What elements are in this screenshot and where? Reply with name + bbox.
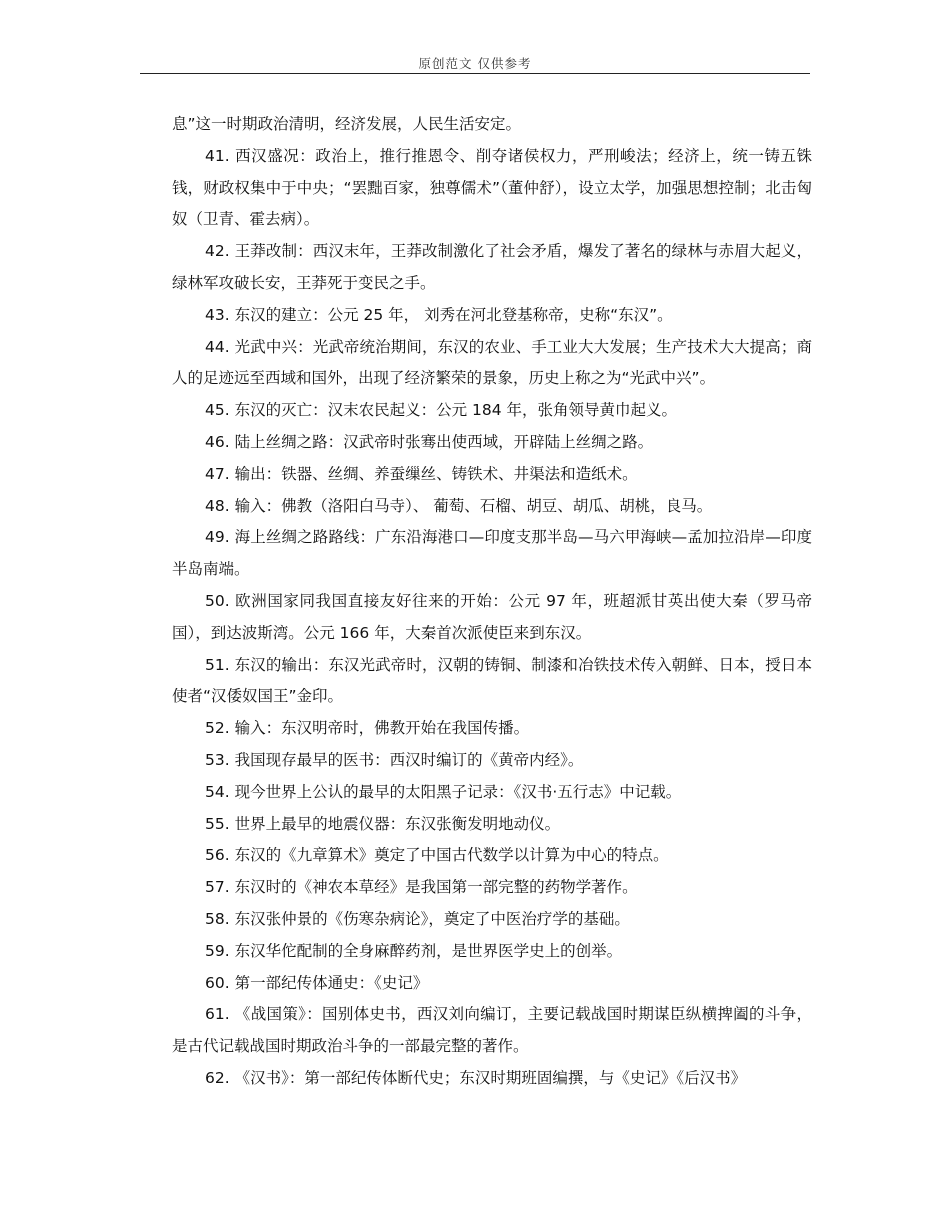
- paragraph: 62. 《汉书》：第一部纪传体断代史；东汉时期班固编撰，与《史记》《后汉书》: [205, 1068, 747, 1087]
- paragraph: 61. 《战国策》：国别体史书，西汉刘向编订，主要记载战国时期谋臣纵横捭阖的斗争，是古代记载战国时期政治斗争的一部最完整的著作。: [172, 1005, 812, 1056]
- paragraph: 53. 我国现存最早的医书：西汉时编订的《黄帝内经》。: [205, 750, 584, 769]
- paragraph: 41. 西汉盛况：政治上，推行推恩令、削夺诸侯权力，严刑峻法；经济上，统一铸五铢钱，财政权集中于中央；“罢黜百家，独尊儒术”（董仲舒），设立太学，加强思想控制；北击匈奴（卫青、霍去病）。: [172, 146, 812, 229]
- paragraph: 57. 东汉时的《神农本草经》是我国第一部完整的药物学著作。: [205, 878, 638, 897]
- paragraph: 52. 输入：东汉明帝时，佛教开始在我国传播。: [205, 719, 530, 738]
- paragraph: 54. 现今世界上公认的最早的太阳黑子记录：《汉书·五行志》中记载。: [205, 782, 682, 801]
- paragraph: 59. 东汉华佗配制的全身麻醉药剂，是世界医学史上的创举。: [205, 941, 623, 960]
- page-header: 原创范文 仅供参考: [418, 56, 532, 71]
- paragraph: 44. 光武中兴：光武帝统治期间，东汉的农业、手工业大大发展；生产技术大大提高；商人的足迹远至西域和国外，出现了经济繁荣的景象，历史上称之为“光武中兴”。: [172, 337, 812, 388]
- paragraph: 42. 王莽改制：西汉末年，王莽改制激化了社会矛盾，爆发了著名的绿林与赤眉大起义，绿林军攻破长安，王莽死于变民之手。: [172, 242, 812, 292]
- paragraph: 51. 东汉的输出：东汉光武帝时，汉朝的铸铜、制漆和冶铁技术传入朝鲜、日本，授日本使者“汉倭奴国王”金印。: [172, 655, 812, 706]
- document-body: [172, 109, 812, 1095]
- paragraph: 48. 输入：佛教（洛阳白马寺）、 葡萄、石榴、胡豆、胡瓜、胡桃，良马。: [205, 496, 713, 515]
- paragraph: 58. 东汉张仲景的《伤寒杂病论》，奠定了中医治疗学的基础。: [205, 909, 630, 928]
- paragraph: 60. 第一部纪传体通史：《史记》: [205, 973, 429, 992]
- paragraph: 55. 世界上最早的地震仪器：东汉张衡发明地动仪。: [205, 814, 561, 833]
- paragraph: 47. 输出：铁器、丝绸、养蚕缫丝、铸铁术、井渠法和造纸术。: [205, 464, 638, 483]
- paragraph: 息”这一时期政治清明，经济发展，人民生活安定。: [172, 115, 522, 133]
- paragraph: 46. 陆上丝绸之路：汉武帝时张骞出使西域，开辟陆上丝绸之路。: [205, 432, 654, 451]
- paragraph: 50. 欧洲国家同我国直接友好往来的开始：公元 97 年，班超派甘英出使大秦（罗马帝国），到达波斯湾。公元 166 年，大秦首次派使臣来到东汉。: [172, 591, 812, 642]
- header-rule: [140, 73, 810, 74]
- paragraph: 43. 东汉的建立：公元 25 年， 刘秀在河北登基称帝，史称“东汉”。: [205, 305, 673, 324]
- paragraph: 49. 海上丝绸之路路线：广东沿海港口—印度支那半岛—马六甲海峡—孟加拉沿岸—印度半岛南端。: [172, 528, 812, 579]
- paragraph: 45. 东汉的灭亡：汉末农民起义：公元 184 年，张角领导黄巾起义。: [205, 401, 678, 420]
- paragraph: 56. 东汉的《九章算术》奠定了中国古代数学以计算为中心的特点。: [205, 846, 669, 865]
